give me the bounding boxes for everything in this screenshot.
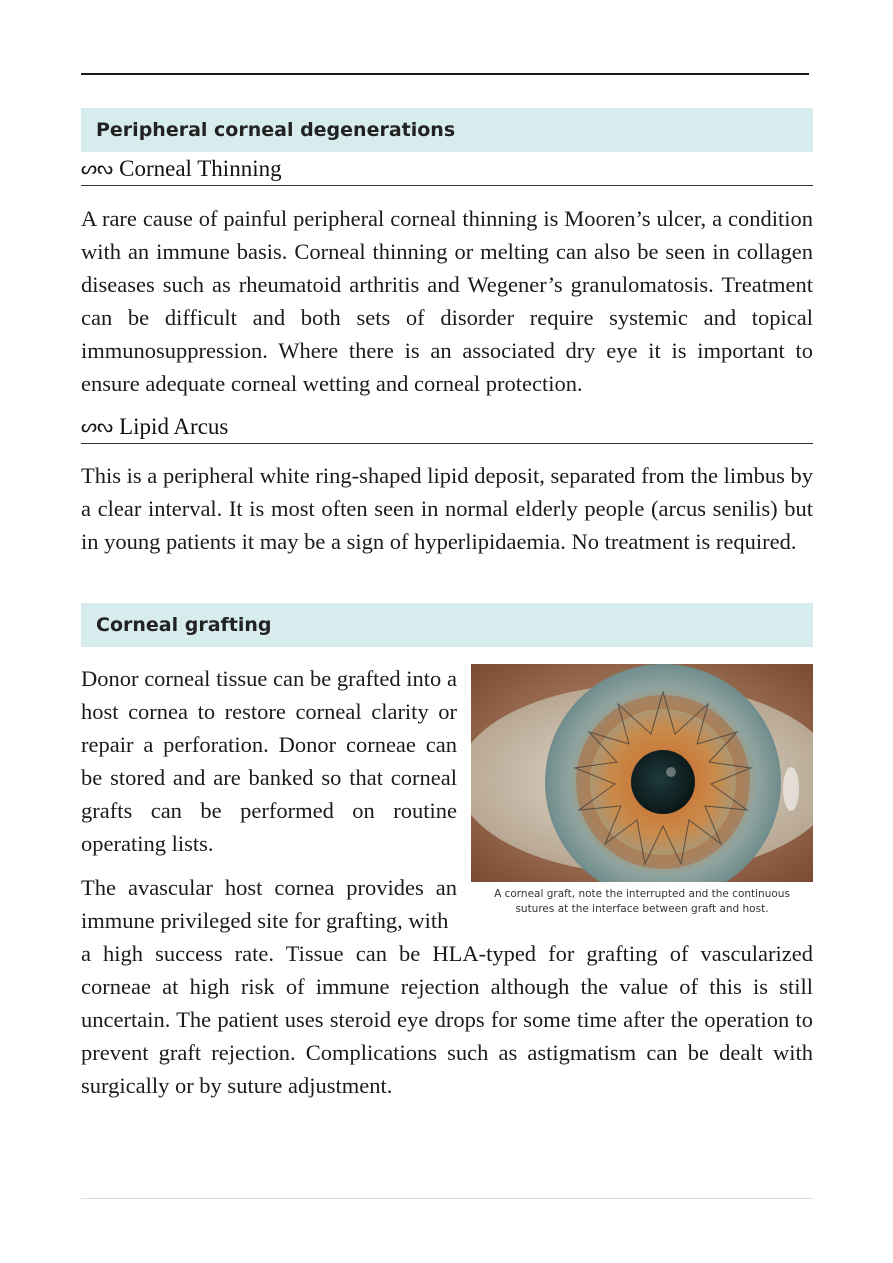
figure-corneal-graft: [471, 664, 813, 917]
paragraph-grafting-1: Donor corneal tissue can be grafted into a host cornea to restore corneal clarity or repair a perforation. Donor corneae can be stored and are banked so that corneal grafts can be performed on routine operating lists.: [81, 666, 457, 856]
section-title: Peripheral corneal degenerations: [96, 119, 456, 141]
figure-caption: [471, 887, 813, 917]
corneal-graft-photo: [471, 664, 813, 882]
subheading-title: Corneal Thinning: [119, 156, 282, 181]
paragraph-grafting-2-rest: a high success rate. Tissue can be HLA-typed for grafting of vascularized corneae at high risk of immune rejection although the value of this is still uncertain. The patient uses steroid eye drops for some time after the operation to prevent graft rejection. Complications such as astigmatism can be dealt with surgically or by suture adjustment.: [81, 941, 813, 1098]
top-rule: [81, 73, 809, 75]
subheading-corneal-thinning: [81, 154, 813, 186]
section-heading-peripheral: [81, 108, 813, 152]
ornament-icon: ᔕᔓ: [81, 158, 114, 179]
bottom-rule: [81, 1198, 813, 1199]
section-heading-grafting: [81, 603, 813, 647]
ornament-icon: ᔕᔓ: [81, 416, 114, 437]
figure-caption-line: sutures at the interface between graft and host.: [515, 903, 769, 915]
paragraph-corneal-thinning: A rare cause of painful peripheral corneal thinning is Mooren’s ulcer, a condition with an immune basis. Corneal thinning or melting can also be seen in collagen diseases such as rheumatoid arthritis and Wegener’s granulomatosis. Treatment can be difficult and both sets of disorder require systemic and topical immunosuppression. Where there is an associated dry eye it is important to ensure adequate corneal wetting and corneal protection.: [81, 206, 813, 396]
subheading-title: Lipid Arcus: [119, 414, 229, 439]
paragraph-lipid-arcus: This is a peripheral white ring-shaped lipid deposit, separated from the limbus by a clear interval. It is most often seen in normal elderly people (arcus senilis) but in young patients it may be a sign of hyperlipidaemia. No treatment is required.: [81, 463, 813, 554]
figure-caption-line: A corneal graft, note the interrupted and the continuous: [494, 888, 790, 900]
section-title: Corneal grafting: [96, 614, 272, 636]
paragraph-grafting-2-start: The avascular host cornea provides an immune privileged site for grafting, with: [81, 875, 457, 933]
subheading-lipid-arcus: [81, 412, 813, 444]
